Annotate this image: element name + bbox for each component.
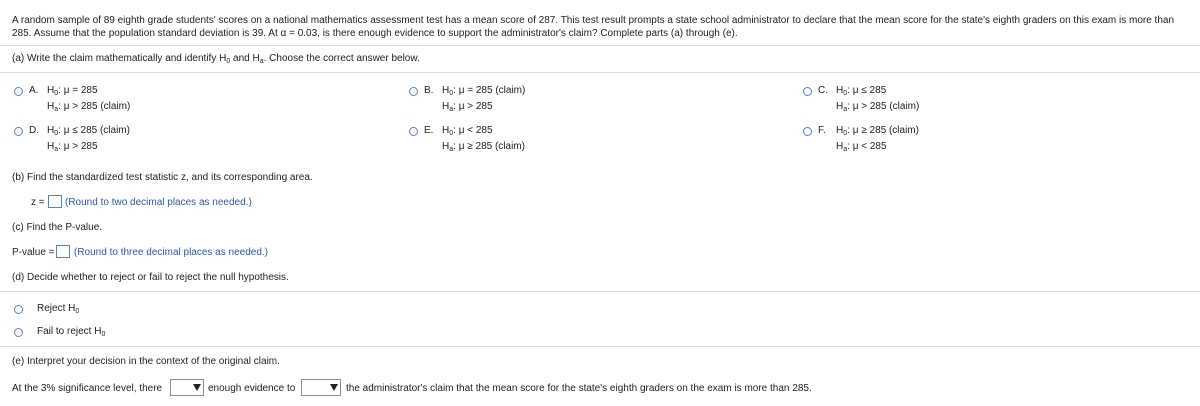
option-ha: $H_a$: μ > 285: [442, 101, 493, 113]
support-dropdown[interactable]: [301, 379, 341, 396]
part-c-note: (Round to three decimal places as needed.): [74, 247, 269, 258]
z-input[interactable]: [48, 195, 62, 208]
problem-statement: A random sample of 89 eighth grade students' scores on a national mathematics assessment test has a mean score of 287. This test result prompts a state school administrator to declare that the mean score for the state's eighth graders on this exam is more than 285. Assume that the population standard deviation is 39. At α = 0.03, is there enough evidence to support the administrator's claim? Complete parts (a) through (e).: [12, 15, 1175, 39]
option-letter: E.: [424, 125, 434, 136]
dropdown-arrow-icon: [330, 384, 338, 391]
radio-button-icon[interactable]: [803, 87, 812, 96]
radio-button-icon[interactable]: [409, 87, 418, 96]
part-e-prompt: (e) Interpret your decision in the context of the original claim.: [12, 356, 280, 367]
dropdown-arrow-icon: [193, 384, 201, 391]
part-d-prompt: (d) Decide whether to reject or fail to reject the null hypothesis.: [12, 272, 289, 283]
radio-button-icon[interactable]: [14, 87, 23, 96]
part-b-note: (Round to two decimal places as needed.): [65, 197, 252, 208]
divider: [0, 291, 1200, 292]
option-letter: A.: [29, 85, 39, 96]
fail-to-reject-label: Fail to reject $H_0$: [37, 326, 106, 338]
radio-button-icon[interactable]: [803, 127, 812, 136]
radio-button-icon[interactable]: [14, 127, 23, 136]
part-e-text-2: enough evidence to: [208, 383, 296, 394]
option-h0: $H_0$: μ ≤ 285: [836, 85, 887, 97]
part-b-prompt: (b) Find the standardized test statistic z, and its corresponding area.: [12, 172, 313, 183]
part-a-prompt: (a) Write the claim mathematically and identify $H_0$ and $H_a$. Choose the correct answer below.: [12, 53, 420, 65]
option-h0: $H_0$: μ < 285: [442, 125, 493, 137]
part-e-text-3: the administrator's claim that the mean score for the state's eighth graders on the exam is more than 285.: [346, 383, 812, 394]
there-is-dropdown[interactable]: [170, 379, 204, 396]
option-h0: $H_0$: μ ≥ 285 (claim): [836, 125, 919, 137]
option-letter: F.: [818, 125, 826, 136]
z-label: z =: [31, 197, 45, 208]
option-ha: $H_a$: μ > 285 (claim): [47, 101, 131, 113]
option-ha: $H_a$: μ > 285: [47, 141, 98, 153]
option-letter: B.: [424, 85, 434, 96]
option-h0: $H_0$: μ = 285: [47, 85, 98, 97]
option-ha: $H_a$: μ < 285: [836, 141, 887, 153]
radio-button-icon[interactable]: [14, 328, 23, 337]
reject-label: Reject $H_0$: [37, 303, 80, 315]
radio-button-icon[interactable]: [14, 305, 23, 314]
divider: [0, 346, 1200, 347]
divider: [0, 45, 1200, 46]
part-c-prompt: (c) Find the P-value.: [12, 222, 103, 233]
option-ha: $H_a$: μ > 285 (claim): [836, 101, 920, 113]
divider: [0, 72, 1200, 73]
option-h0: $H_0$: μ = 285 (claim): [442, 85, 526, 97]
option-ha: $H_a$: μ ≥ 285 (claim): [442, 141, 525, 153]
option-h0: $H_0$: μ ≤ 285 (claim): [47, 125, 130, 137]
option-letter: C.: [818, 85, 828, 96]
option-letter: D.: [29, 125, 39, 136]
radio-button-icon[interactable]: [409, 127, 418, 136]
pvalue-label: P-value =: [12, 247, 55, 258]
pvalue-input[interactable]: [56, 245, 70, 258]
part-e-text-1: At the 3% significance level, there: [12, 383, 163, 394]
